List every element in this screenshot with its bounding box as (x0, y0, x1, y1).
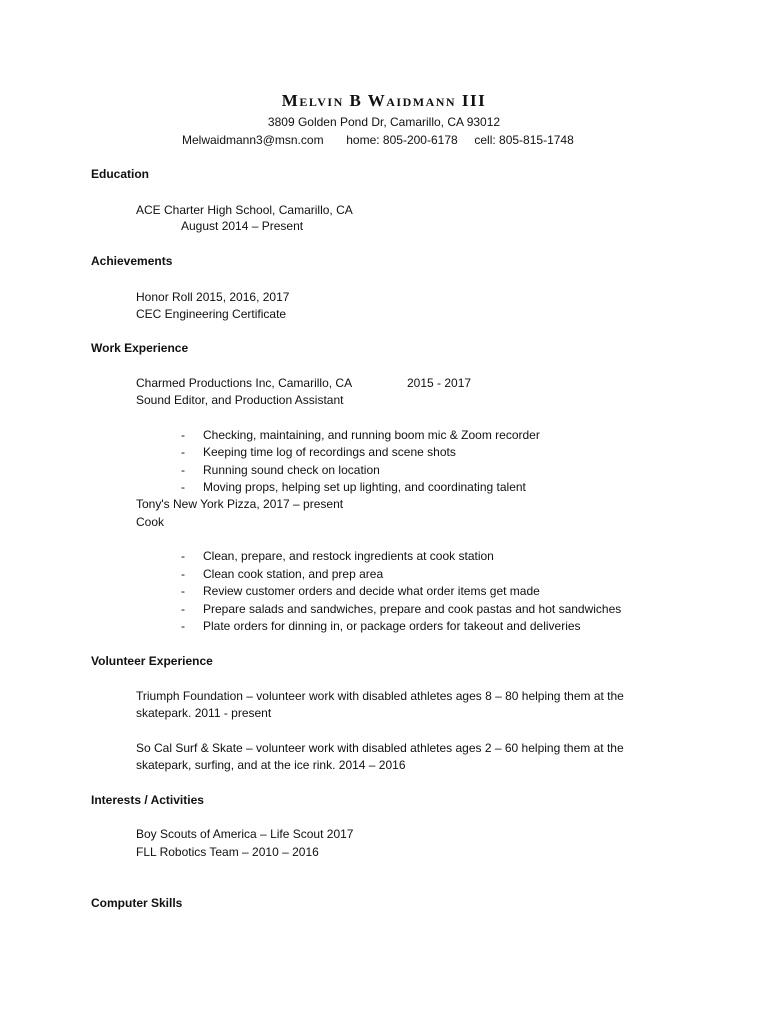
job2-bullet: Plate orders for dinning in, or package orders for takeout and deliveries (203, 619, 581, 633)
education-heading: Education (91, 167, 150, 181)
achievement-item: Honor Roll 2015, 2016, 2017 (136, 290, 290, 304)
work-heading: Work Experience (91, 341, 189, 355)
bullet-dash: - (181, 567, 185, 581)
bullet-dash: - (181, 428, 185, 442)
job1-title: Sound Editor, and Production Assistant (136, 393, 344, 407)
cell-phone-text: cell: 805-815-1748 (474, 133, 574, 147)
interest-item: Boy Scouts of America – Life Scout 2017 (136, 827, 354, 841)
bullet-dash: - (181, 619, 185, 633)
job2-bullet: Prepare salads and sandwiches, prepare and cook pastas and hot sandwiches (203, 602, 622, 616)
job1-bullet: Checking, maintaining, and running boom mic & Zoom recorder (203, 428, 540, 442)
bullet-dash: - (181, 584, 185, 598)
job2-bullet: Clean, prepare, and restock ingredients at cook station (203, 549, 494, 563)
contact-line (182, 132, 574, 149)
volunteer-entry-line: skatepark, surfing, and at the ice rink. 2014 – 2016 (136, 758, 406, 772)
achievement-item: CEC Engineering Certificate (136, 307, 287, 321)
job2-bullet: Review customer orders and decide what order items get made (203, 584, 540, 598)
education-dates: August 2014 – Present (181, 219, 304, 233)
bullet-dash: - (181, 602, 185, 616)
resume-name: Melvin B Waidmann III (281, 91, 487, 110)
bullet-dash: - (181, 445, 185, 459)
home-phone-text: home: 805-200-6178 (346, 133, 458, 147)
volunteer-entry-line: So Cal Surf & Skate – volunteer work with disabled athletes ages 2 – 60 helping them at the (136, 741, 624, 755)
email-text: Melwaidmann3@msn.com (182, 133, 324, 147)
volunteer-heading: Volunteer Experience (91, 654, 213, 668)
bullet-dash: - (181, 549, 185, 563)
computer-skills-heading: Computer Skills (91, 896, 183, 910)
job1-bullet: Running sound check on location (203, 463, 380, 477)
job1-bullet: Moving props, helping set up lighting, and coordinating talent (203, 480, 526, 494)
job1-company: Charmed Productions Inc, Camarillo, CA (136, 376, 353, 390)
job1-years: 2015 - 2017 (407, 376, 472, 390)
job2-bullet: Clean cook station, and prep area (203, 567, 384, 581)
volunteer-entry-line: skatepark. 2011 - present (136, 706, 272, 720)
achievements-heading: Achievements (91, 254, 173, 268)
job2-title: Cook (136, 515, 165, 529)
job2-company: Tony's New York Pizza, 2017 – present (136, 497, 344, 511)
education-school: ACE Charter High School, Camarillo, CA (136, 203, 353, 217)
volunteer-entry-line: Triumph Foundation – volunteer work with disabled athletes ages 8 – 80 helping them at the (136, 689, 624, 703)
bullet-dash: - (181, 463, 185, 477)
interests-heading: Interests / Activities (91, 793, 204, 807)
bullet-dash: - (181, 480, 185, 494)
address-line: 3809 Golden Pond Dr, Camarillo, CA 93012 (267, 115, 501, 129)
job1-bullet: Keeping time log of recordings and scene shots (203, 445, 456, 459)
interest-item: FLL Robotics Team – 2010 – 2016 (136, 845, 319, 859)
